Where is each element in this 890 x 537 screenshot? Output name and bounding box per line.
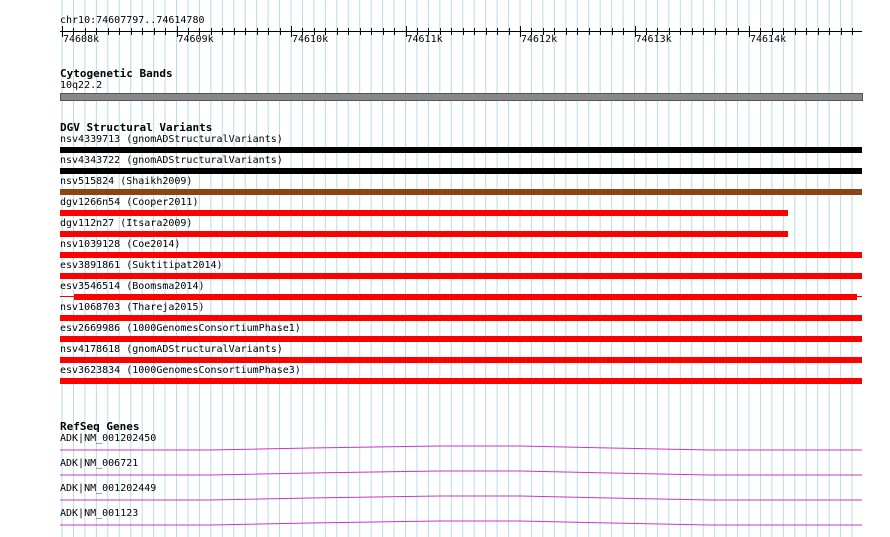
refseq-gene-model[interactable] bbox=[0, 445, 890, 453]
ruler-minor-tick bbox=[474, 28, 475, 35]
ruler-minor-tick bbox=[795, 28, 796, 35]
ruler-minor-tick bbox=[715, 28, 716, 35]
ruler-tick-label: 74612k bbox=[521, 34, 558, 45]
ruler-minor-tick bbox=[348, 28, 349, 35]
dgv-feature-bar[interactable] bbox=[60, 252, 862, 258]
ruler-minor-tick bbox=[360, 28, 361, 35]
ruler-minor-tick bbox=[852, 28, 853, 35]
dgv-feature-label: esv2669986 (1000GenomesConsortiumPhase1) bbox=[60, 323, 301, 334]
dgv-feature-bar[interactable] bbox=[60, 336, 862, 342]
dgv-feature-bar[interactable] bbox=[60, 357, 862, 363]
ruler-tick-label: 74614k bbox=[750, 34, 787, 45]
dgv-feature-label: esv3891861 (Suktitipat2014) bbox=[60, 260, 223, 271]
ruler-minor-tick bbox=[108, 28, 109, 35]
cytoband-bar[interactable] bbox=[60, 93, 863, 101]
ruler-minor-tick bbox=[829, 28, 830, 35]
ruler-minor-tick bbox=[703, 28, 704, 35]
ruler-tick-label: 74610k bbox=[292, 34, 329, 45]
dgv-feature-bar[interactable] bbox=[60, 210, 788, 216]
dgv-feature-label: esv3623834 (1000GenomesConsortiumPhase3) bbox=[60, 365, 301, 376]
ruler-minor-tick bbox=[806, 28, 807, 35]
ruler-tick-label: 74613k bbox=[635, 34, 672, 45]
ruler-minor-tick bbox=[818, 28, 819, 35]
ruler-minor-tick bbox=[142, 28, 143, 35]
ruler-tick-label: 74611k bbox=[406, 34, 443, 45]
ruler-minor-tick bbox=[566, 28, 567, 35]
ruler-axis bbox=[60, 31, 862, 32]
dgv-feature-label: dgv112n27 (Itsara2009) bbox=[60, 218, 193, 229]
ruler-minor-tick bbox=[612, 28, 613, 35]
gene-intron-line bbox=[60, 521, 862, 525]
ruler-minor-tick bbox=[131, 28, 132, 35]
dgv-track-title: DGV Structural Variants bbox=[60, 121, 213, 134]
ruler-minor-tick bbox=[577, 28, 578, 35]
ruler-minor-tick bbox=[371, 28, 372, 35]
dgv-feature-label: esv3546514 (Boomsma2014) bbox=[60, 281, 205, 292]
gene-intron-line bbox=[60, 496, 862, 500]
location-label: chr10:74607797..74614780 bbox=[60, 15, 205, 26]
refseq-gene-model[interactable] bbox=[0, 520, 890, 528]
ruler-minor-tick bbox=[486, 28, 487, 35]
ruler-minor-tick bbox=[165, 28, 166, 35]
refseq-gene-label: ADK|NM_001202450 bbox=[60, 433, 157, 444]
refseq-gene-label: ADK|NM_001123 bbox=[60, 508, 139, 519]
refseq-gene-label: ADK|NM_001202449 bbox=[60, 483, 157, 494]
ruler-minor-tick bbox=[623, 28, 624, 35]
dgv-feature-bar[interactable] bbox=[60, 168, 862, 174]
dgv-feature-bar[interactable] bbox=[60, 189, 862, 195]
dgv-feature-label: nsv1068703 (Thareja2015) bbox=[60, 302, 205, 313]
ruler-minor-tick bbox=[394, 28, 395, 35]
ruler-minor-tick bbox=[841, 28, 842, 35]
ruler-tick-label: 74609k bbox=[177, 34, 214, 45]
ruler-minor-tick bbox=[589, 28, 590, 35]
ruler-minor-tick bbox=[119, 28, 120, 35]
ruler-minor-tick bbox=[692, 28, 693, 35]
dgv-feature-bar[interactable] bbox=[60, 315, 862, 321]
dgv-feature-bar[interactable] bbox=[60, 294, 862, 300]
ruler-minor-tick bbox=[738, 28, 739, 35]
gene-intron-line bbox=[60, 446, 862, 450]
ruler-minor-tick bbox=[337, 28, 338, 35]
ruler-minor-tick bbox=[497, 28, 498, 35]
dgv-feature-label: nsv515824 (Shaikh2009) bbox=[60, 176, 193, 187]
ruler-minor-tick bbox=[245, 28, 246, 35]
dgv-feature-bar[interactable] bbox=[60, 231, 788, 237]
gene-intron-line bbox=[60, 471, 862, 475]
ruler-minor-tick bbox=[451, 28, 452, 35]
dgv-feature-bar[interactable] bbox=[60, 147, 862, 153]
dgv-feature-core bbox=[74, 294, 857, 300]
dgv-feature-label: nsv4343722 (gnomADStructuralVariants) bbox=[60, 155, 283, 166]
dgv-feature-label: nsv4178618 (gnomADStructuralVariants) bbox=[60, 344, 283, 355]
ruler-minor-tick bbox=[268, 28, 269, 35]
ruler-minor-tick bbox=[600, 28, 601, 35]
ruler-minor-tick bbox=[463, 28, 464, 35]
dgv-feature-bar[interactable] bbox=[60, 378, 862, 384]
cytoband-label: 10q22.2 bbox=[60, 80, 103, 91]
dgv-feature-label: nsv4339713 (gnomADStructuralVariants) bbox=[60, 134, 283, 145]
dgv-feature-bar[interactable] bbox=[60, 273, 862, 279]
ruler-minor-tick bbox=[257, 28, 258, 35]
refseq-gene-model[interactable] bbox=[0, 495, 890, 503]
ruler-tick-label: 74608k bbox=[63, 34, 100, 45]
dgv-feature-label: nsv1039128 (Coe2014) bbox=[60, 239, 181, 250]
ruler-minor-tick bbox=[234, 28, 235, 35]
ruler-minor-tick bbox=[383, 28, 384, 35]
ruler-minor-tick bbox=[222, 28, 223, 35]
ruler-minor-tick bbox=[509, 28, 510, 35]
ruler-minor-tick bbox=[154, 28, 155, 35]
ruler-minor-tick bbox=[280, 28, 281, 35]
dgv-feature-label: dgv1266n54 (Cooper2011) bbox=[60, 197, 199, 208]
refseq-track-title: RefSeq Genes bbox=[60, 420, 140, 433]
refseq-gene-model[interactable] bbox=[0, 470, 890, 478]
ruler-minor-tick bbox=[726, 28, 727, 35]
cytoband-track-title: Cytogenetic Bands bbox=[60, 67, 173, 80]
refseq-gene-label: ADK|NM_006721 bbox=[60, 458, 139, 469]
ruler-minor-tick bbox=[680, 28, 681, 35]
